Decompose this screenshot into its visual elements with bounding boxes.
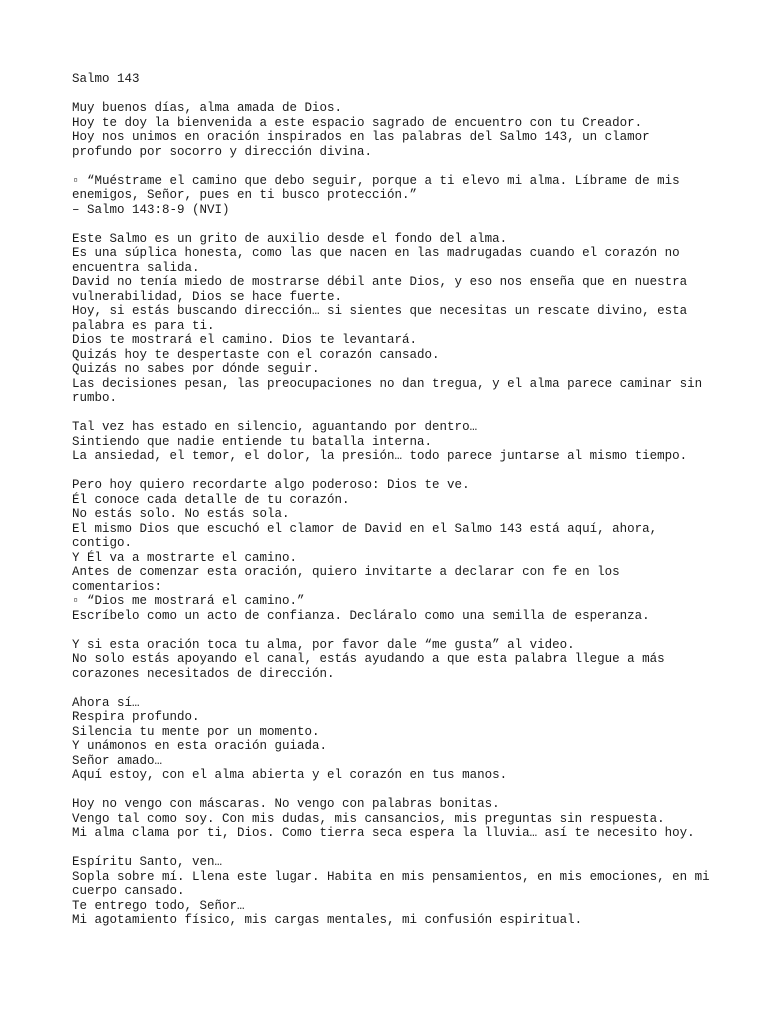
text-line: David no tenía miedo de mostrarse débil ante Dios, y eso nos enseña que en nuestra vulnerabilidad, Dios se hace fuerte. [72,275,695,304]
text-line: Este Salmo es un grito de auxilio desde el fondo del alma. [72,231,508,246]
paragraph [72,232,712,406]
text-line: Escríbelo como un acto de confianza. Decláralo como una semilla de esperanza. [72,608,650,623]
text-line: ▫ “Muéstrame el camino que debo seguir, porque a ti elevo mi alma. Líbrame de mis enemigos, Señor, pues en ti busco protección.” [72,173,688,202]
text-line: Es una súplica honesta, como las que nacen en las madrugadas cuando el corazón no encuentra salida. [72,246,688,275]
text-line: ▫ “Dios me mostrará el camino.” [72,594,305,608]
text-line: Y unámonos en esta oración guiada. [72,739,328,753]
text-line: Mi alma clama por ti, Dios. Como tierra seca espera la lluvia… así te necesito hoy. [72,826,695,840]
text-line: Muy buenos días, alma amada de Dios. [72,101,343,115]
text-line: Antes de comenzar esta oración, quiero invitarte a declarar con fe en los comentarios: [72,565,628,594]
text-line: Hoy nos unimos en oración inspirados en las palabras del Salmo 143, un clamor profundo por socorro y dirección divina. [72,130,658,159]
paragraph [72,696,712,783]
text-line: No estás solo. No estás sola. [72,507,290,521]
paragraph [72,855,718,928]
text-line: Pero hoy quiero recordarte algo poderoso: Dios te ve. [72,478,470,492]
paragraph [72,478,712,623]
paragraph [72,101,712,159]
text-line: Espíritu Santo, ven… [72,855,223,869]
text-line: Sopla sobre mí. Llena este lugar. Habita en mis pensamientos, en mis emociones, en mi cuerpo cansado. [72,869,718,898]
text-line: Y Él va a mostrarte el camino. [72,550,298,565]
text-line: El mismo Dios que escuchó el clamor de David en el Salmo 143 está aquí, ahora, contigo. [72,521,665,550]
text-line: Hoy te doy la bienvenida a este espacio sagrado de encuentro con tu Creador. [72,115,643,130]
paragraph [72,420,712,464]
paragraph [72,174,712,218]
text-line: – Salmo 143:8-9 (NVI) [72,202,230,217]
text-line: Él conoce cada detalle de tu corazón. [72,492,350,507]
text-line: Vengo tal como soy. Con mis dudas, mis cansancios, mis preguntas sin respuesta. [72,811,665,826]
paragraph [72,797,712,841]
text-line: Dios te mostrará el camino. Dios te levantará. [72,333,418,347]
document-title: Salmo 143 [72,72,140,86]
text-line: Silencia tu mente por un momento. [72,724,320,739]
text-line: Quizás hoy te despertaste con el corazón cansado. [72,347,440,362]
text-line: Sintiendo que nadie entiende tu batalla interna. [72,434,433,449]
text-line: Señor amado… [72,753,163,768]
text-line: Hoy, si estás buscando dirección… si sientes que necesitas un rescate divino, esta palabra es para ti. [72,304,695,333]
paragraph [72,638,712,682]
text-line: Mi agotamiento físico, mis cargas mentales, mi confusión espiritual. [72,913,583,927]
text-line: La ansiedad, el temor, el dolor, la presión… todo parece juntarse al mismo tiempo. [72,449,688,463]
text-line: Ahora sí… [72,695,140,710]
document-page [72,72,718,942]
text-line: Las decisiones pesan, las preocupaciones no dan tregua, y el alma parece caminar sin rumbo. [72,376,710,405]
text-line: Y si esta oración toca tu alma, por favor dale “me gusta” al video. [72,637,575,652]
text-line: Quizás no sabes por dónde seguir. [72,362,320,376]
text-line: No solo estás apoyando el canal, estás ayudando a que esta palabra llegue a más corazones necesitados de dirección. [72,652,673,681]
text-line: Aquí estoy, con el alma abierta y el corazón en tus manos. [72,768,508,782]
document-body [72,101,718,928]
text-line: Respira profundo. [72,710,200,724]
text-line: Hoy no vengo con máscaras. No vengo con palabras bonitas. [72,797,500,811]
text-line: Te entrego todo, Señor… [72,898,245,913]
text-line: Tal vez has estado en silencio, aguantando por dentro… [72,420,478,434]
